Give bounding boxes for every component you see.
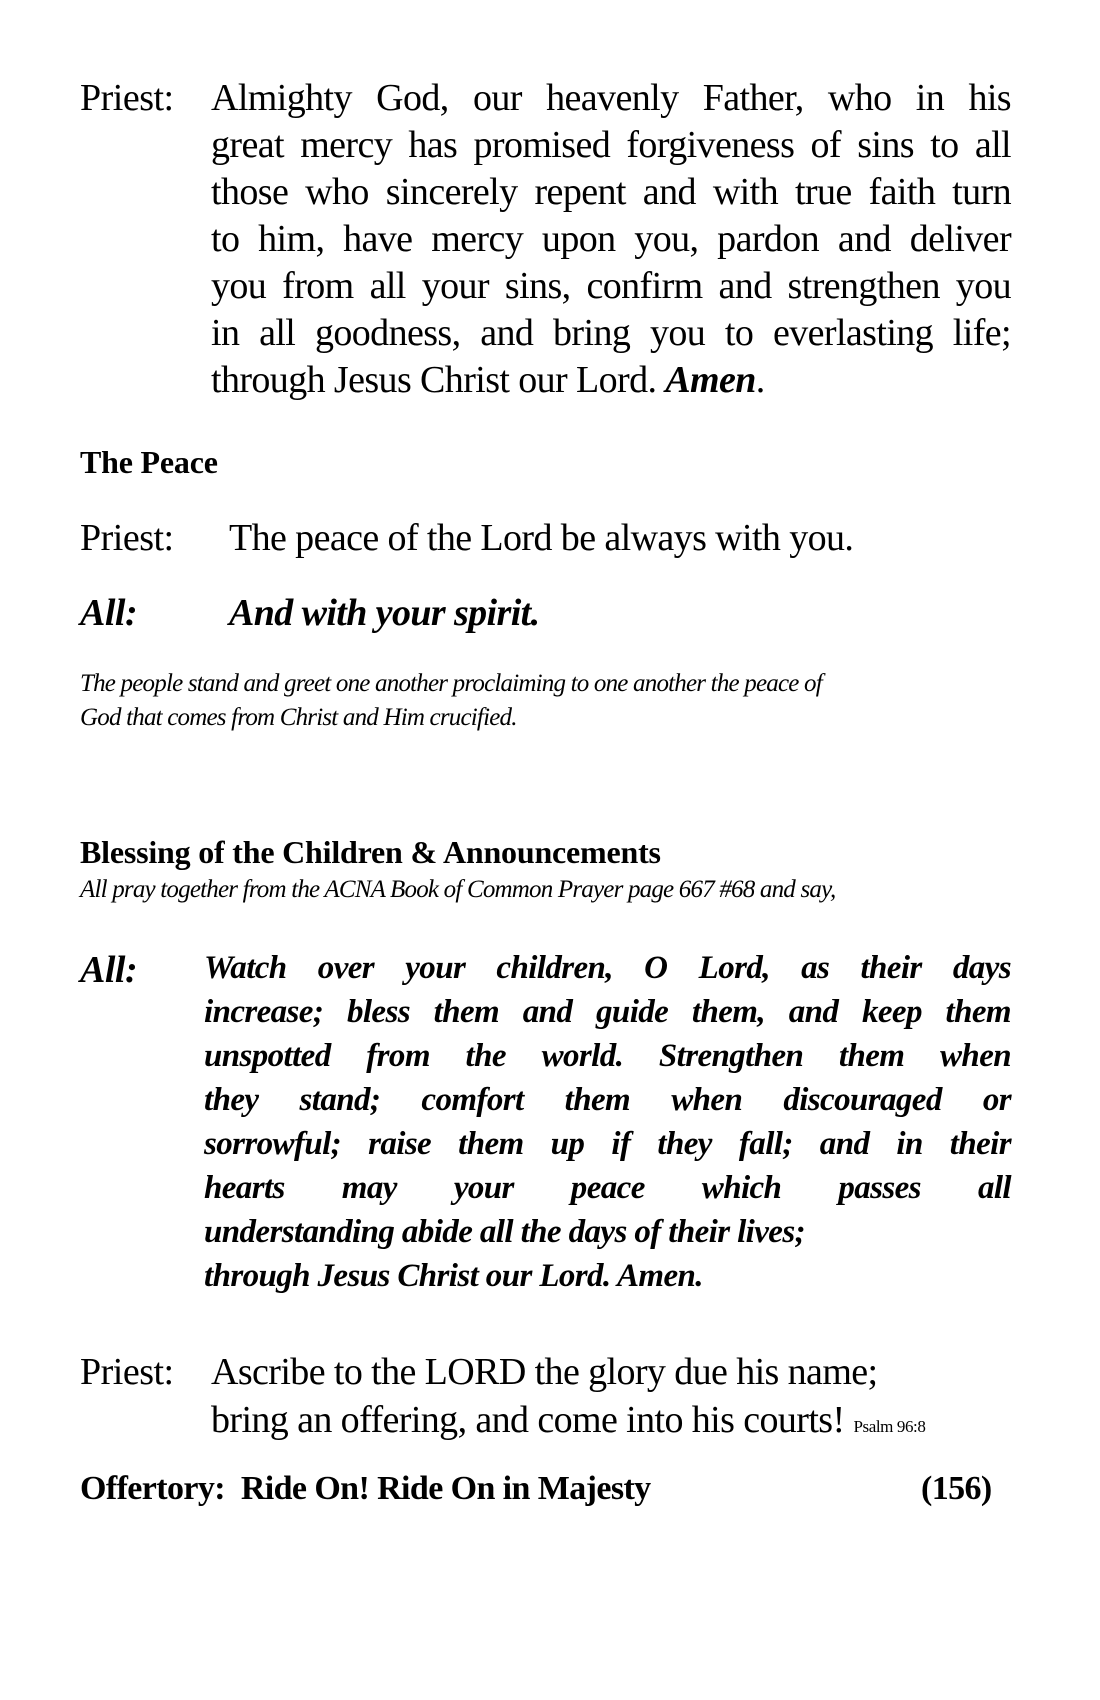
speaker-label-all: All: [80,949,138,991]
speaker-label-priest: Priest: [80,517,174,559]
rubric-line: God that comes from Christ and Him crucified. [80,704,517,731]
scripture-citation: Psalm 96:8 [853,1417,926,1436]
prayer-line: Watch over your children, O Lord, as their days [204,950,1011,986]
prayer-line: understanding abide all the days of their lives; [204,1214,805,1250]
text-line: you from all your sins, confirm and strengthen you [211,265,1011,307]
ascribe-line-2-text: bring an offering, and come into his courts! [211,1399,845,1441]
offertory-line [80,1470,651,1508]
prayer-line: they stand; comfort them when discouraged or [204,1082,1011,1118]
peace-priest-text: The peace of the Lord be always with you. [229,517,854,559]
section-heading-blessing: Blessing of the Children & Announcements [80,834,661,870]
text-line: those who sincerely repent and with true faith turn [211,171,1011,213]
prayer-line: increase; bless them and guide them, and keep them [204,994,1011,1030]
hymn-title: Ride On! Ride On in Majesty [240,1470,651,1507]
section-heading-peace: The Peace [80,444,218,480]
speaker-label-priest: Priest: [80,77,174,119]
amen-period: . [755,359,765,401]
speaker-label-priest: Priest: [80,1351,174,1393]
hymn-number: (156) [921,1470,992,1507]
offertory-label: Offertory: [80,1470,226,1507]
ascribe-line-2 [211,1398,925,1442]
text-line: to him, have mercy upon you, pardon and deliver [211,218,1011,260]
rubric-line: The people stand and greet one another proclaiming to one another the peace of [80,670,822,697]
speaker-label-all: All: [80,592,138,634]
blessing-subtitle: All pray together from the ACNA Book of Common Prayer page 667 #68 and say, [80,876,836,903]
amen-response: Amen [665,359,756,401]
prayer-line: unspotted from the world. Strengthen them when [204,1038,1011,1074]
text-line-final: through Jesus Christ our Lord. [211,359,657,401]
text-line: Almighty God, our heavenly Father, who in his [211,77,1011,119]
prayer-line: hearts may your peace which passes all [204,1170,1011,1206]
ascribe-line-1: Ascribe to the LORD the glory due his name; [211,1351,878,1393]
text-line: in all goodness, and bring you to everlasting life; [211,312,1011,354]
peace-all-response: And with your spirit. [229,592,540,634]
text-line [211,358,765,402]
prayer-line: through Jesus Christ our Lord. Amen. [204,1258,703,1294]
prayer-line: sorrowful; raise them up if they fall; and in their [204,1126,1011,1162]
text-line: great mercy has promised forgiveness of sins to all [211,124,1011,166]
